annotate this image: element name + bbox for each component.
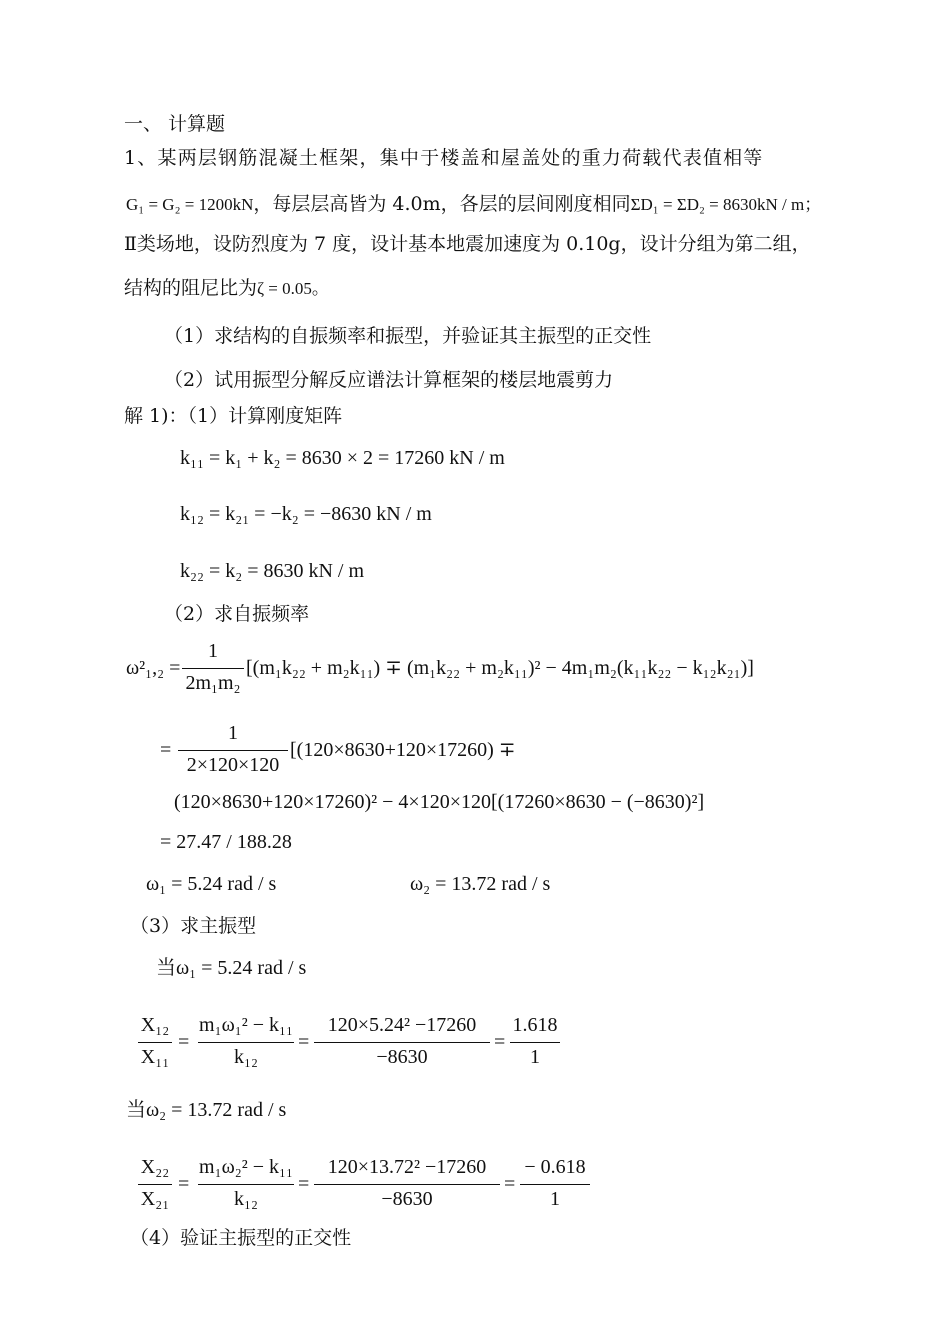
ratio2-lhs-numerator: X₂₂ [140,1156,170,1178]
ratio1-mid-bar [198,1042,294,1043]
problem-line-3: Ⅱ类场地，设防烈度为 7 度，设计基本地震加速度为 0.10g，设计分组为第二组， [124,233,811,255]
ratio2-equals-2: = [298,1173,310,1195]
ratio2-lhs-bar [138,1184,172,1185]
ratio2-mid-bar [198,1184,294,1185]
ratio2-result-bar [520,1184,590,1185]
ratio1-mid-denominator: k₁₂ [234,1046,258,1068]
ratio1-equals-1: = [178,1031,190,1053]
ratio1-numeric-bar [314,1042,490,1043]
numeric-second-line: (120×8630+120×17260)² − 4×120×120[(17260×8630 − (−8630)²] [174,791,705,813]
omega2-value: ω₂ = 13.72 rad / s [410,873,551,895]
numeric-equals: = [160,739,172,761]
section-heading: 一、 计算题 [124,113,226,135]
ratio1-numeric-denominator: −8630 [376,1046,428,1068]
ratio1-lhs-denominator: X₁₁ [140,1046,170,1068]
ratio2-equals-3: = [504,1173,516,1195]
omega1-value: ω₁ = 5.24 rad / s [146,873,277,895]
mode2-condition: 当ω₂ = 13.72 rad / s [126,1099,287,1121]
ratio1-equals-3: = [494,1031,506,1053]
gravity-load-formula: G₁ = G₂ = 1200kN [126,195,254,214]
omega-fraction-bar [182,668,244,669]
ratio2-numeric-numerator: 120×13.72² −17260 [327,1156,487,1178]
ratio1-numeric-numerator: 120×5.24² −17260 [327,1014,477,1036]
omega-rhs: [(m₁k₂₂ + m₂k₁₁) ∓ (m₁k₂₂ + m₂k₁₁)² − 4m₁m₂(k₁₁k₂₂ − k₁₂k₂₁)] [246,657,754,679]
stiffness-formula: ΣD₁ = ΣD₂ = 8630kN / m； [630,195,822,214]
ratio2-result-numerator: − 0.618 [524,1156,586,1178]
problem-line-4 [124,276,329,301]
numeric-fraction-numerator: 1 [228,722,238,744]
k11-equation: k₁₁ = k₁ + k₂ = 8630 × 2 = 17260 kN / m [180,447,505,469]
mode1-condition: 当ω₁ = 5.24 rad / s [156,957,307,979]
ratio2-lhs-denominator: X₂₁ [140,1188,170,1210]
problem-line-1: 1、某两层钢筋混凝土框架，集中于楼盖和屋盖处的重力荷载代表值相等 [124,147,764,169]
ratio2-numeric-bar [314,1184,500,1185]
frequency-result: = 27.47 / 188.28 [160,831,292,853]
damping-text: 结构的阻尼比为 [124,277,258,299]
numeric-fraction-bar [178,750,288,751]
ratio2-mid-denominator: k₁₂ [234,1188,258,1210]
problem-line-2-text: ，每层层高皆为 4.0m，各层的层间刚度相同 [253,193,631,215]
ratio1-result-bar [510,1042,560,1043]
ratio1-result-numerator: 1.618 [512,1014,558,1036]
ratio1-lhs-bar [138,1042,172,1043]
ratio2-result-denominator: 1 [550,1188,560,1210]
solution-step-1-title: 解 1)：（1）计算刚度矩阵 [124,405,343,427]
problem-line-2 [126,192,821,217]
ratio1-lhs-numerator: X₁₂ [140,1014,170,1036]
ratio2-numeric-denominator: −8630 [381,1188,433,1210]
ratio2-mid-numerator: m₁ω₂² − k₁₁ [199,1156,293,1178]
solution-step-2-title: （2）求自振频率 [164,603,310,625]
solution-step-4-title: （4）验证主振型的正交性 [130,1227,352,1249]
numeric-rhs: [(120×8630+120×17260) ∓ [290,739,516,761]
k22-equation: k₂₂ = k₂ = 8630 kN / m [180,560,365,582]
question-2: （2）试用振型分解反应谱法计算框架的楼层地震剪力 [164,369,614,391]
ratio1-equals-2: = [298,1031,310,1053]
ratio2-equals-1: = [178,1173,190,1195]
numeric-fraction-denominator: 2×120×120 [186,754,280,776]
omega-fraction-denominator: 2m₁m₂ [185,672,241,694]
k12-equation: k₁₂ = k₂₁ = −k₂ = −8630 kN / m [180,503,432,525]
omega-lhs: ω²₁,₂ = [126,657,181,679]
ratio1-result-denominator: 1 [530,1046,540,1068]
damping-formula: ζ = 0.05。 [257,279,329,298]
question-1: （1）求结构的自振频率和振型，并验证其主振型的正交性 [164,325,652,347]
solution-step-3-title: （3）求主振型 [130,915,257,937]
ratio1-mid-numerator: m₁ω₁² − k₁₁ [199,1014,293,1036]
omega-fraction-numerator: 1 [208,640,218,662]
